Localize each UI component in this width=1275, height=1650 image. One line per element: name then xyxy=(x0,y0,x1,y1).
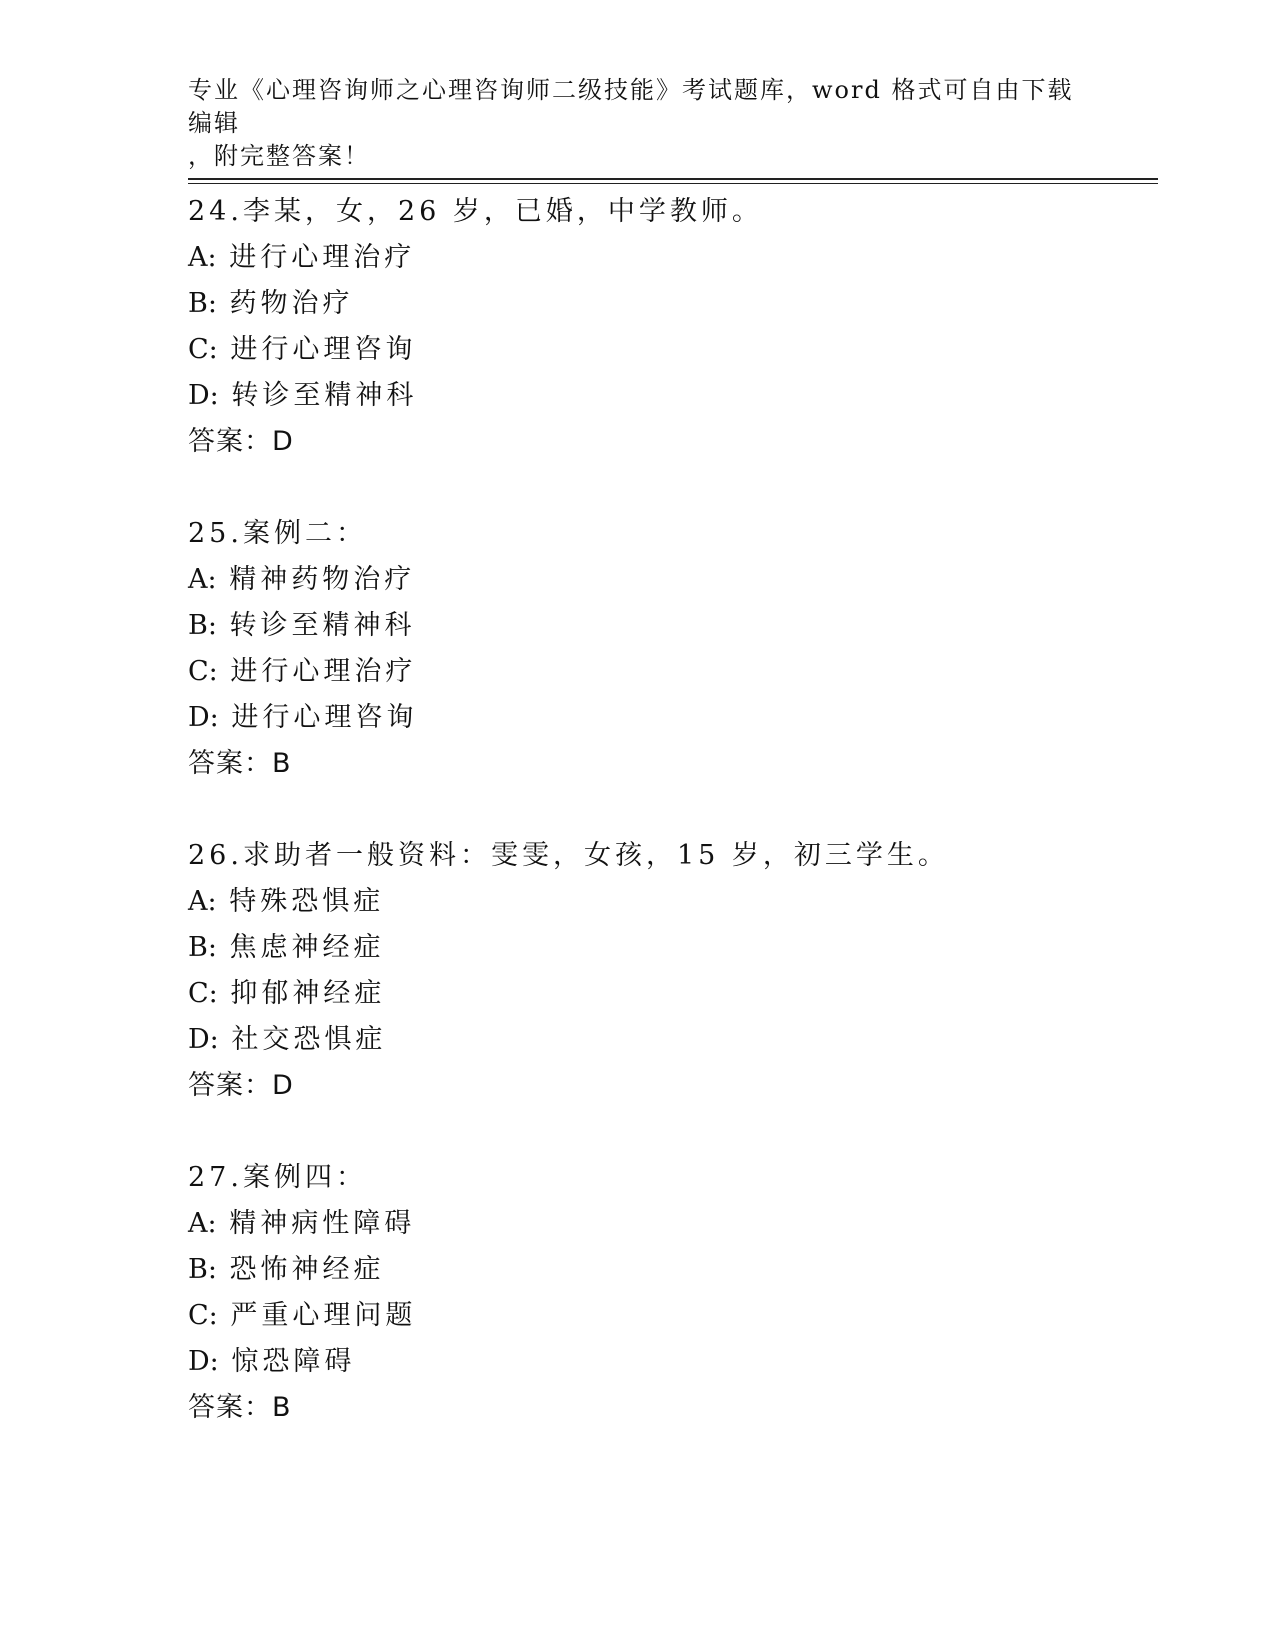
option-c xyxy=(188,327,1158,373)
option-text: 特殊恐惧症 xyxy=(229,886,385,917)
option-a xyxy=(188,879,1158,925)
question-stem: 27.案例四： xyxy=(188,1162,367,1193)
question-item xyxy=(188,833,1158,1109)
header-divider-thick xyxy=(188,178,1158,180)
header-line-1: 专业《心理咨询师之心理咨询师二级技能》考试题库，word 格式可自由下载编辑 xyxy=(188,76,1074,137)
option-letter: A: xyxy=(188,242,217,273)
option-text: 药物治疗 xyxy=(229,288,354,319)
option-letter: A: xyxy=(188,564,217,595)
question-item xyxy=(188,511,1158,787)
option-text: 惊恐障碍 xyxy=(231,1346,356,1377)
question-item xyxy=(188,1155,1158,1431)
document-header xyxy=(188,74,1088,173)
option-letter: D: xyxy=(188,1024,219,1055)
option-c xyxy=(188,649,1158,695)
option-text: 进行心理咨询 xyxy=(231,702,418,733)
option-a xyxy=(188,235,1158,281)
option-letter: B: xyxy=(188,288,217,319)
option-letter: B: xyxy=(188,1254,217,1285)
option-letter: C: xyxy=(188,334,218,365)
option-d xyxy=(188,373,1158,419)
option-d xyxy=(188,695,1158,741)
question-item xyxy=(188,189,1158,465)
question-spacer xyxy=(188,787,1158,833)
option-text: 社交恐惧症 xyxy=(231,1024,387,1055)
header-line-2: ，附完整答案！ xyxy=(188,142,370,170)
answer-line: 答案：B xyxy=(188,1392,292,1423)
option-text: 进行心理咨询 xyxy=(230,334,417,365)
option-letter: A: xyxy=(188,886,217,917)
option-letter: C: xyxy=(188,978,218,1009)
question-spacer xyxy=(188,465,1158,511)
option-c xyxy=(188,971,1158,1017)
option-d xyxy=(188,1017,1158,1063)
option-letter: D: xyxy=(188,702,219,733)
option-b xyxy=(188,1247,1158,1293)
question-spacer xyxy=(188,1109,1158,1155)
option-letter: D: xyxy=(188,380,219,411)
option-letter: C: xyxy=(188,1300,218,1331)
option-text: 进行心理治疗 xyxy=(230,656,417,687)
option-text: 精神病性障碍 xyxy=(229,1208,416,1239)
option-b xyxy=(188,603,1158,649)
option-d xyxy=(188,1339,1158,1385)
option-text: 恐怖神经症 xyxy=(229,1254,385,1285)
option-letter: B: xyxy=(188,610,217,641)
option-letter: C: xyxy=(188,656,218,687)
question-stem: 24.李某，女，26 岁，已婚，中学教师。 xyxy=(188,196,763,227)
option-text: 严重心理问题 xyxy=(230,1300,417,1331)
option-a xyxy=(188,557,1158,603)
question-list xyxy=(188,189,1158,1431)
option-letter: D: xyxy=(188,1346,219,1377)
header-divider-thin xyxy=(188,183,1158,184)
answer-line: 答案：D xyxy=(188,426,294,457)
option-text: 进行心理治疗 xyxy=(229,242,416,273)
answer-line: 答案：D xyxy=(188,1070,294,1101)
option-text: 精神药物治疗 xyxy=(229,564,416,595)
option-text: 转诊至精神科 xyxy=(231,380,418,411)
option-letter: A: xyxy=(188,1208,217,1239)
option-letter: B: xyxy=(188,932,217,963)
option-text: 焦虑神经症 xyxy=(229,932,385,963)
option-b xyxy=(188,281,1158,327)
answer-line: 答案：B xyxy=(188,748,292,779)
question-stem: 26.求助者一般资料：雯雯，女孩，15 岁，初三学生。 xyxy=(188,840,949,871)
option-c xyxy=(188,1293,1158,1339)
question-stem: 25.案例二： xyxy=(188,518,367,549)
option-a xyxy=(188,1201,1158,1247)
option-text: 转诊至精神科 xyxy=(229,610,416,641)
option-b xyxy=(188,925,1158,971)
option-text: 抑郁神经症 xyxy=(230,978,386,1009)
